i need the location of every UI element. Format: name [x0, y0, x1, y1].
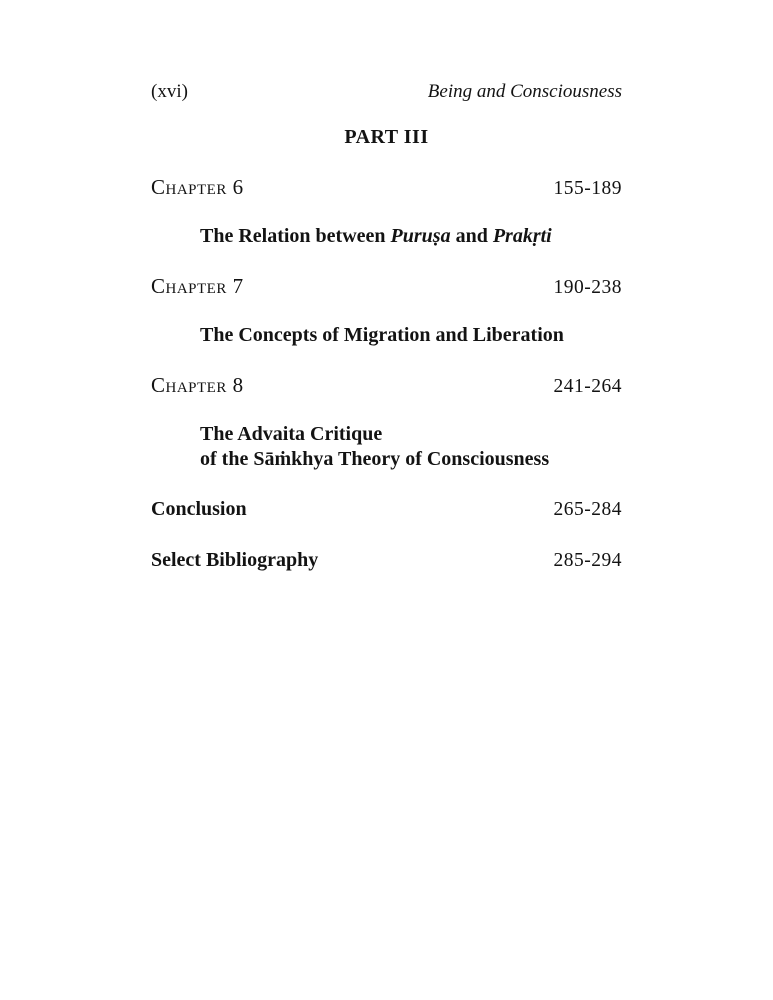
toc-entry-row [151, 547, 622, 574]
part-heading: PART III [344, 126, 429, 148]
toc-entry-page-range: 155-189 [553, 178, 622, 199]
toc-entry-label: Chapter 8 [151, 373, 244, 397]
toc-entry-page-range: 265-284 [553, 499, 622, 520]
running-head-book-title: Being and Consciousness [427, 81, 622, 102]
running-head [151, 80, 622, 104]
toc-entry [151, 273, 622, 348]
title-text: The Relation between [200, 225, 391, 247]
toc-entry-page-range: 190-238 [553, 277, 622, 298]
toc-entry-label: Select Bibliography [151, 549, 319, 571]
toc-entry-title-line [200, 224, 622, 249]
toc-entry-title [151, 422, 622, 472]
toc-entry-title-line [200, 323, 622, 348]
toc-entry-title-line [200, 447, 622, 472]
toc-entry-row [151, 174, 622, 202]
toc-entry-page-range: 241-264 [553, 376, 622, 397]
toc-entry-page-range: 285-294 [553, 550, 622, 571]
toc-entry [151, 496, 622, 523]
title-text: The Advaita Critique [200, 423, 383, 445]
toc-entry-label: Chapter 6 [151, 175, 244, 199]
toc-entry-title-line [200, 422, 622, 447]
toc-entry-title [151, 323, 622, 348]
title-text: The Concepts of Migration and Liberation [200, 324, 564, 346]
title-text: of the Sāṁkhya Theory of Consciousness [200, 448, 550, 470]
toc-entry-label: Conclusion [151, 498, 247, 520]
table-of-contents [151, 174, 622, 574]
toc-entry [151, 174, 622, 249]
title-term-italic: Prakṛti [492, 225, 552, 247]
toc-entry-label: Chapter 7 [151, 274, 244, 298]
toc-entry [151, 372, 622, 472]
title-term-italic: Puruṣa [390, 225, 451, 247]
toc-entry-row [151, 273, 622, 301]
toc-entry-row [151, 496, 622, 523]
folio-page-number: (xvi) [151, 81, 188, 102]
title-text: and [450, 225, 493, 247]
toc-entry-title [151, 224, 622, 249]
toc-entry [151, 547, 622, 574]
toc-entry-row [151, 372, 622, 400]
